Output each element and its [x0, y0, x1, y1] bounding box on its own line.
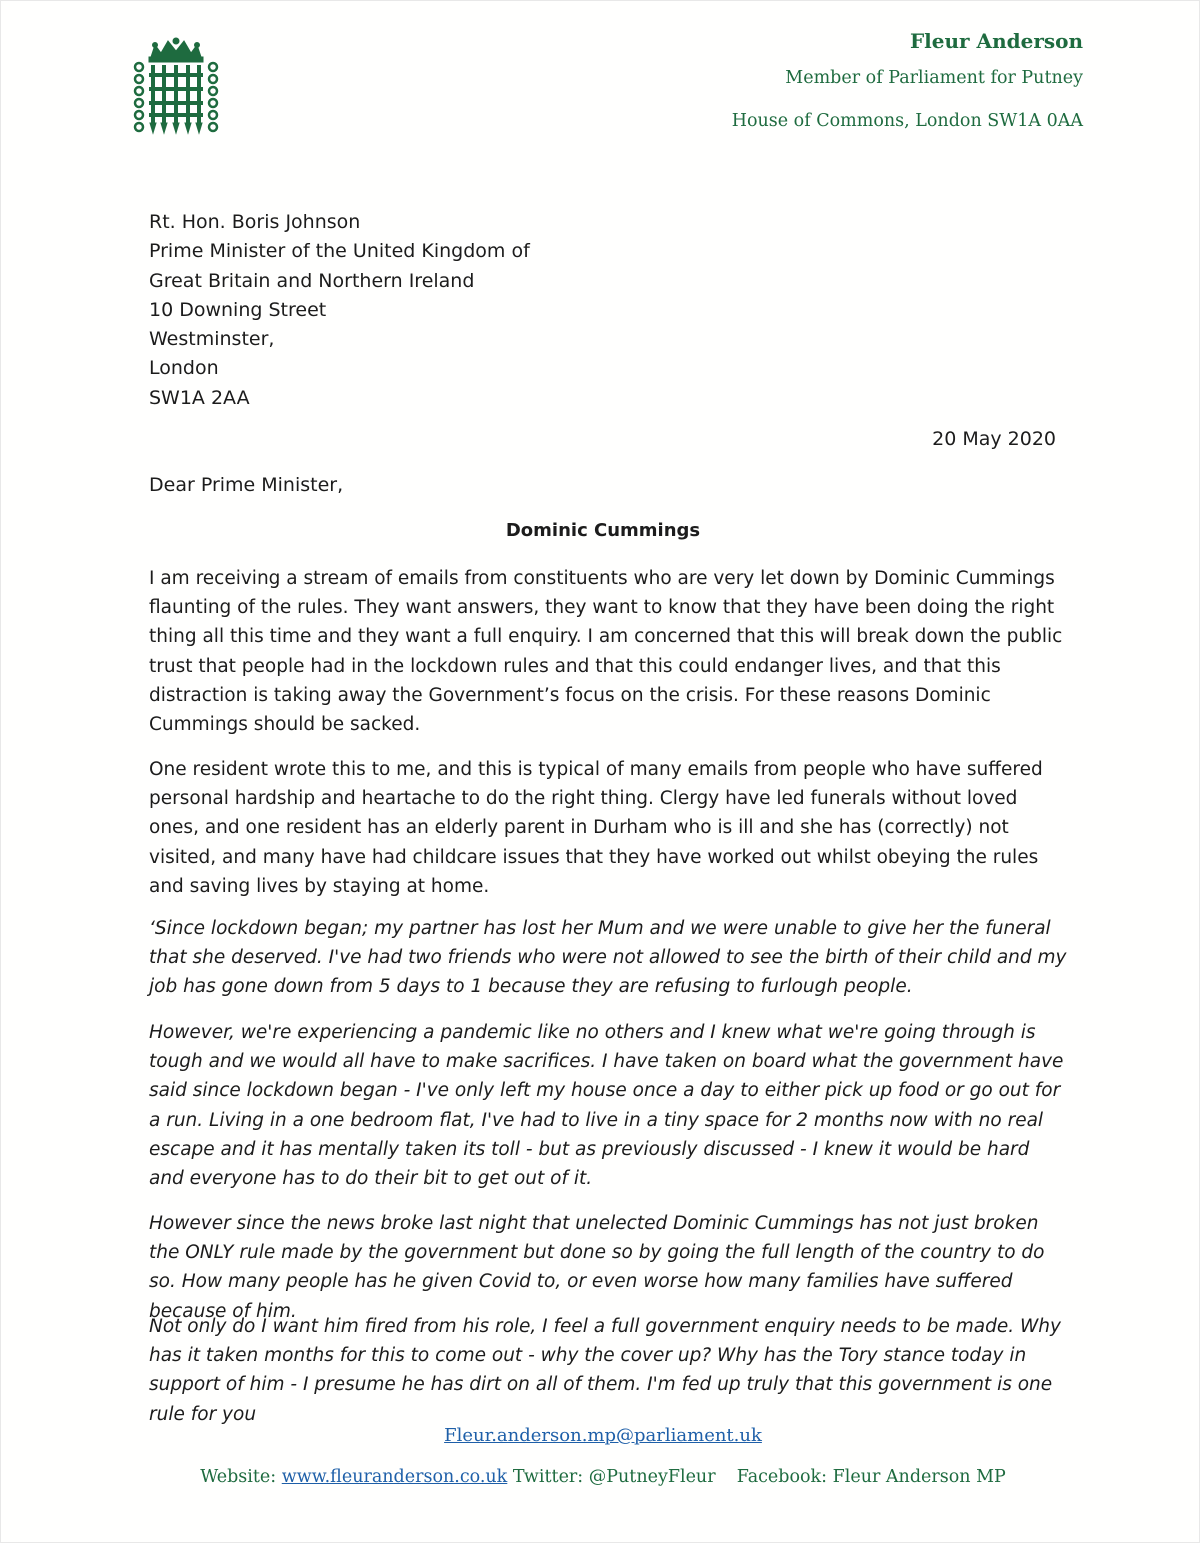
mp-address: House of Commons, London SW1A 0AA	[731, 111, 1083, 131]
recipient-address	[149, 208, 530, 413]
quoted-paragraph: ‘Since lockdown began; my partner has lost her Mum and we were unable to give her the funeral that she deserved. I've had two friends who were not allowed to see the birth of their child and my job has gone down from 5 days to 1 because they are refusing to furlough people.	[149, 918, 1067, 998]
salutation: Dear Prime Minister,	[149, 474, 344, 496]
letter-date: 20 May 2020	[932, 428, 1056, 450]
website-link[interactable]: www.fleuranderson.co.uk	[281, 1467, 508, 1487]
footer-contact	[1, 1467, 1200, 1487]
portcullis-crest-icon	[131, 37, 221, 137]
recipient-line: Prime Minister of the United Kingdom of	[149, 240, 530, 263]
recipient-line: Rt. Hon. Boris Johnson	[149, 211, 361, 233]
email-link[interactable]: Fleur.anderson.mp@parliament.uk	[444, 1425, 762, 1446]
quoted-paragraph: However since the news broke last night that unelected Dominic Cummings has not just broken the ONLY rule made by the government but done so by going the full length of the country to do so. How many people has he given Covid to, or even worse how many families have suffered because of him.	[149, 1213, 1045, 1322]
body-paragraph: I am receiving a stream of emails from constituents who are very let down by Dominic Cummings flaunting of the rules. They want answers, they want to know that they have been doing the right thing all this time and they want a full enquiry. I am concerned that this will break down the public trust that people had in the lockdown rules and that this could endanger lives, and that this distraction is taking away the Government’s focus on the crisis. For these reasons Dominic Cummings should be sacked.	[149, 568, 1063, 736]
letter-subject: Dominic Cummings	[505, 520, 701, 541]
recipient-line: London	[149, 357, 219, 380]
body-paragraph: One resident wrote this to me, and this is typical of many emails from people who have suffered personal hardship and heartache to do the right thing. Clergy have led funerals without loved ones, and one resident has an elderly parent in Durham who is ill and she has (correctly) not visited, and many have had childcare issues that they have worked out whilst obeying the rules and saving lives by staying at home.	[149, 759, 1043, 897]
recipient-line: Great Britain and Northern Ireland	[149, 269, 475, 292]
website-label: Website:	[200, 1467, 277, 1487]
recipient-line: Westminster,	[149, 328, 275, 351]
recipient-line: 10 Downing Street	[149, 298, 327, 321]
twitter-handle: Twitter: @PutneyFleur	[512, 1467, 716, 1487]
recipient-line: SW1A 2AA	[149, 386, 250, 409]
quoted-paragraph: Not only do I want him fired from his role, I feel a full government enquiry needs to be made. Why has it taken months for this to come out - why the cover up? Why has the Tory stance today in support of him - I presume he has dirt on all of them. I'm fed up truly that this government is one rule for you	[149, 1316, 1061, 1425]
mp-name: Fleur Anderson	[909, 29, 1083, 53]
letterhead	[732, 25, 1083, 143]
mp-role: Member of Parliament for Putney	[785, 68, 1083, 88]
quoted-paragraph: However, we're experiencing a pandemic like no others and I knew what we're going through is tough and we would all have to make sacrifices. I have taken on board what the government have said since lockdown began - I've only left my house once a day to either pick up food or go out for a run. Living in a one bedroom flat, I've had to live in a tiny space for 2 months now with no real escape and it has mentally taken its toll - but as previously discussed - I knew it would be hard and everyone has to do their bit to get out of it.	[149, 1022, 1064, 1190]
facebook-page: Facebook: Fleur Anderson MP	[736, 1467, 1006, 1487]
